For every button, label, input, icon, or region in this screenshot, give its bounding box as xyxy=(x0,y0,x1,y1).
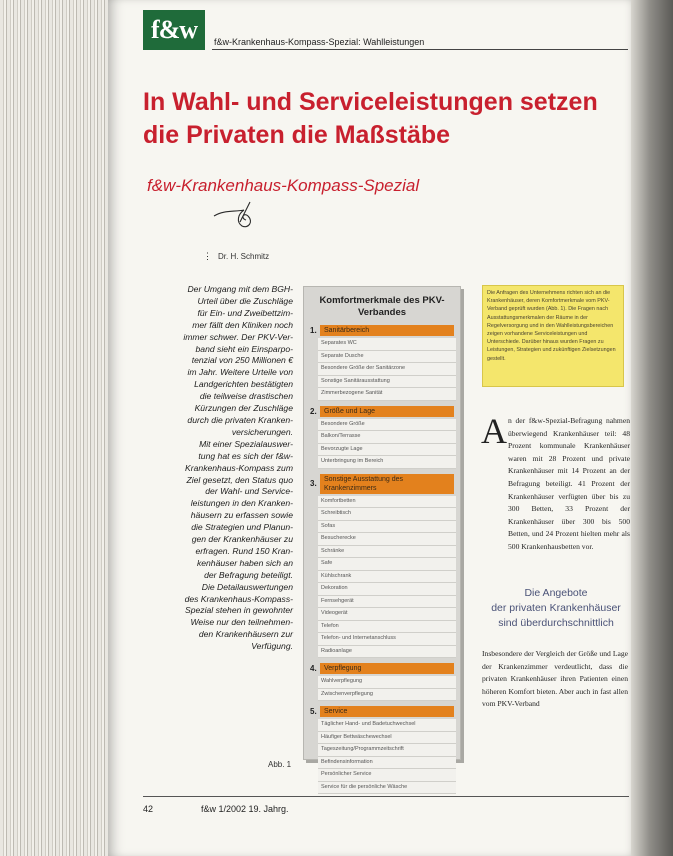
list-item: Safe xyxy=(318,558,456,571)
section-label: Sanitärbereich xyxy=(320,325,454,336)
list-item: Telefon xyxy=(318,621,456,634)
list-item: Unterbringung im Bereich xyxy=(318,456,456,469)
box-section-head xyxy=(310,663,454,674)
section-number: 5. xyxy=(310,707,317,716)
list-item: Wahlverpflegung xyxy=(318,676,456,689)
list-item: Bevorzugte Lage xyxy=(318,444,456,457)
list-item: Schreibtisch xyxy=(318,508,456,521)
pull-quote-line: der privaten Krankenhäuser xyxy=(491,602,621,614)
section-items xyxy=(304,676,460,701)
lead-paragraph: Der Umgang mit dem BGH- Urteil über die Zuschläge für Ein- und Zweibettzim- mer fällt den Kliniken noch immer schwer. Der PKV-Ver- band sieht ein Einsparpo- tenzial von 250 Millionen € im Jahr. Weitere Urteile von Landgerichten bestätigten die teilweise drastischen Kürzungen der Zuschläge durch die privaten Kranken- versicherungen. Mit einer Spezialauswer- tung hat es sich der f&w- Krankenhaus-Kompass zum Ziel gesetzt, den Status quo der Wahl- und Service- leistungen in den Kranken- häusern zu erfassen sowie die Strategien und Planun- gen der Krankenhäuser zu erfragen. Rund 150 Kran- kenhäuser haben sich an der Befragung beteiligt. Die Detailauswertungen des Krankenhaus-Kompass- Spezial stehen in gewohnter Weise nur den teilnehmen- den Krankenhäusern zur Verfügung. xyxy=(183,284,293,652)
list-item: Service für die persönliche Wäsche xyxy=(318,782,456,795)
section-number: 3. xyxy=(310,479,317,488)
drop-cap: A xyxy=(481,411,507,451)
section-number: 4. xyxy=(310,664,317,673)
handwritten-signature xyxy=(210,196,270,232)
list-item: Radioanlage xyxy=(318,646,456,659)
article-subtitle: f&w-Krankenhaus-Kompass-Spezial xyxy=(147,176,420,195)
list-item: Telefon- und Internetanschluss xyxy=(318,633,456,646)
author-bullet-icon: ⋮ xyxy=(203,251,212,261)
box-title: Komfortmerkmale des PKV-Verbandes xyxy=(319,295,445,318)
list-item: Befindensinformation xyxy=(318,757,456,770)
list-item: Täglicher Hand- und Badetuchwechsel xyxy=(318,719,456,732)
running-head: f&w-Krankenhaus-Kompass-Spezial: Wahlleistungen xyxy=(214,37,425,47)
figure-caption: Abb. 1 xyxy=(268,760,292,769)
list-item: Dekoration xyxy=(318,583,456,596)
body-paragraph-2: Insbesondere der Vergleich der Größe und Lage der Krankenzimmer verdeutlicht, dass die privaten Krankenhäuser ihren Patienten einen höheren Komfort bieten. Aber auch in fast allen vom PKV-Verband xyxy=(482,649,628,709)
list-item: Balkon/Terrasse xyxy=(318,431,456,444)
list-item: Separate Dusche xyxy=(318,351,456,364)
list-item: Sonstige Sanitärausstattung xyxy=(318,376,456,389)
section-items xyxy=(304,719,460,794)
highlight-note-box: Die Anfragen des Unternehmens richten sich an die Krankenhäuser, deren Komfortmerkmale vom PKV-Verband geprüft wurden (Abb. 1). Die Fragen nach Ausstattungsmerkmalen der Räume in der Regelversorgung und in den Wahlleistungsbereichen zeigen vorhandene Serviceleistungen und Unterschiede. Darüber hinaus wurden Fragen zu Leistungen, Strategien und zukünftigen Zielsetzungen gestellt. xyxy=(482,285,624,387)
list-item: Kühlschrank xyxy=(318,571,456,584)
book-page-edges xyxy=(0,0,120,856)
box-section-head xyxy=(310,474,454,494)
footer-issue: f&w 1/2002 19. Jahrg. xyxy=(201,804,289,814)
list-item: Besondere Größe xyxy=(318,419,456,432)
list-item: Zimmerbezogene Sanität xyxy=(318,388,456,401)
book-spine-shadow xyxy=(631,0,673,856)
section-items xyxy=(304,419,460,469)
section-items xyxy=(304,338,460,401)
list-item: Häufiger Bettwäschewechsel xyxy=(318,732,456,745)
fw-logo: f&w xyxy=(143,10,205,50)
section-label: Sonstige Ausstattung des Krankenzimmers xyxy=(320,474,454,494)
list-item: Videogerät xyxy=(318,608,456,621)
section-items xyxy=(304,496,460,659)
box-section-head xyxy=(310,706,454,717)
pull-quote xyxy=(486,586,626,631)
list-item: Besucherecke xyxy=(318,533,456,546)
list-item: Fernsehgerät xyxy=(318,596,456,609)
footer-rule xyxy=(143,796,629,797)
pull-quote-line: Die Angebote xyxy=(524,587,588,599)
comfort-features-box xyxy=(303,286,461,790)
section-number: 1. xyxy=(310,326,317,335)
page-number: 42 xyxy=(143,804,154,814)
list-item: Sofas xyxy=(318,521,456,534)
pull-quote-line: sind überdurchschnittlich xyxy=(498,617,614,629)
list-item: Tageszeitung/Programmzeitschrift xyxy=(318,744,456,757)
box-section-head xyxy=(310,406,454,417)
list-item: Separates WC xyxy=(318,338,456,351)
section-label: Verpflegung xyxy=(320,663,454,674)
list-item: Komfortbetten xyxy=(318,496,456,509)
section-number: 2. xyxy=(310,406,317,416)
article-title: In Wahl- und Serviceleistungen setzen die Privaten die Maßstäbe xyxy=(143,88,598,149)
author-name: Dr. H. Schmitz xyxy=(218,252,270,261)
section-label: Service xyxy=(320,706,454,717)
body-paragraph-1: n der f&w-Spezial-Befragung nahmen überwiegend Krankenhäuser teil: 48 Prozent kommunale Krankenhäuser waren mit 28 Prozent und private Krankenhäuser mit 14 Prozent an der Befragung beteiligt. 41 Prozent der Krankenhäuser verfügten über bis zu 300 Betten, 33 Prozent der Krankenhäuser über 300 bis 500 Betten, und 24 Prozent hielten mehr als 500 Krankenhausbetten vor. xyxy=(508,416,630,551)
list-item: Zwischenverpflegung xyxy=(318,689,456,702)
list-item: Schränke xyxy=(318,546,456,559)
list-item: Persönlicher Service xyxy=(318,769,456,782)
box-section-head xyxy=(310,325,454,336)
list-item: Besondere Größe der Sanitärzone xyxy=(318,363,456,376)
header-rule xyxy=(212,49,628,50)
section-label: Größe und Lage xyxy=(320,406,454,417)
